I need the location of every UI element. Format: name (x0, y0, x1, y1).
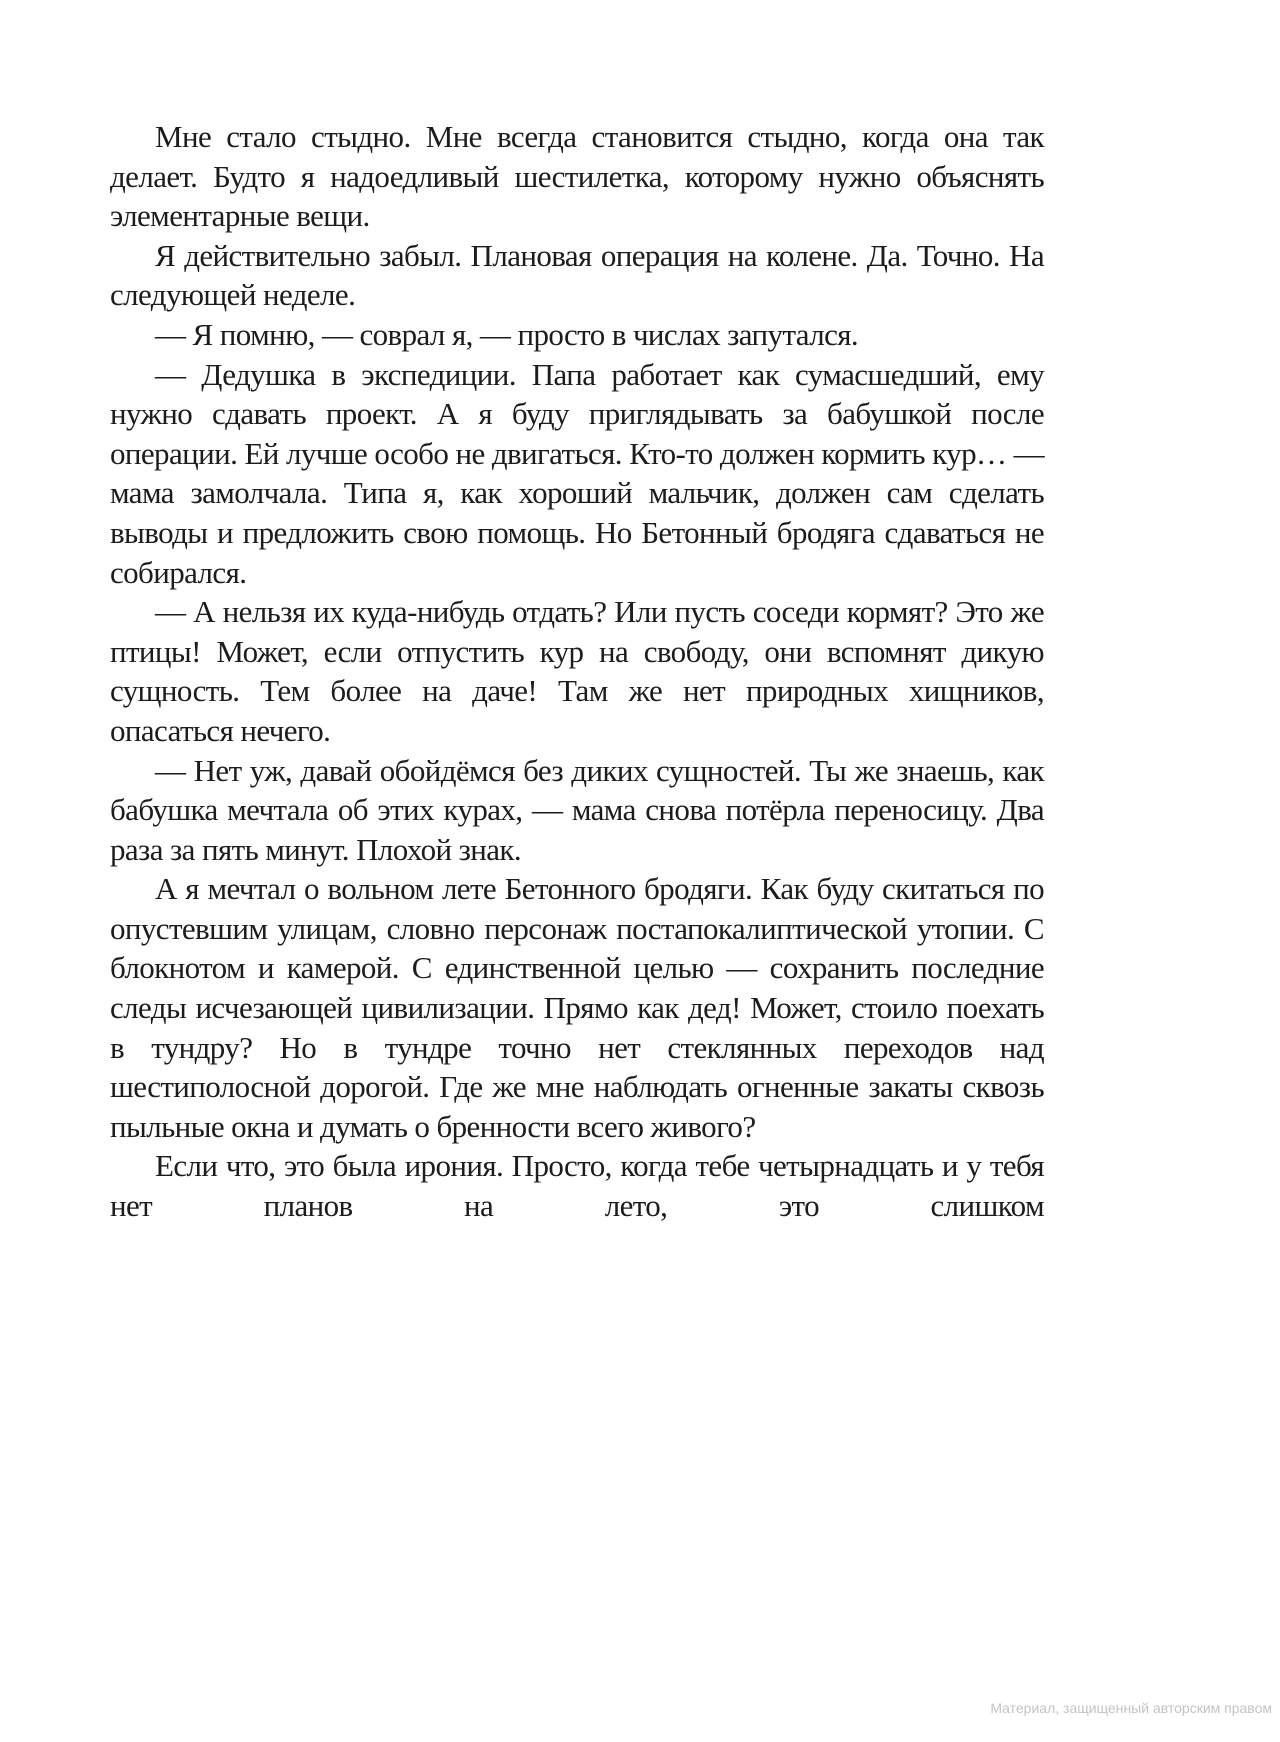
page-body (110, 117, 1044, 1226)
paragraph: — А нельзя их куда-нибудь отдать? Или пусть соседи кормят? Это же птицы! Может, если отпустить кур на свободу, они вспомнят дикую сущность. Тем более на даче! Там же нет природных хищников, опасаться нечего. (110, 594, 1044, 748)
paragraph: Я действительно забыл. Плановая операция на колене. Да. Точно. На следующей неделе. (110, 237, 1044, 313)
paragraph-last: Если что, это была ирония. Просто, когда тебе четырнадцать и у тебя нет планов на лето, это слишком (110, 1148, 1044, 1224)
copyright-watermark: Материал, защищенный авторским правом (990, 1700, 1272, 1716)
paragraph: — Дедушка в экспедиции. Папа работает как сумасшедший, ему нужно сдавать проект. А я буду приглядывать за бабушкой после операции. Ей лучше особо не двигаться. Кто-то должен кормить кур… — мама замолчала. Типа я, как хороший мальчик, должен сам сделать выводы и предложить свою помощь. Но Бетонный бродяга сдаваться не собирался. (110, 356, 1044, 590)
paragraph: А я мечтал о вольном лете Бетонного бродяги. Как буду скитаться по опустевшим улицам, словно персонаж постапокалиптической утопии. С блокнотом и камерой. С единственной целью — сохранить последние следы исчезающей цивилизации. Прямо как дед! Может, стоило поехать в тундру? Но в тундре точно нет стеклянных переходов над шестиполосной дорогой. Где же мне наблюдать огненные закаты сквозь пыльные окна и думать о бренности всего живого? (110, 871, 1044, 1144)
paragraph: — Я помню, — соврал я, — просто в числах запутался. (155, 316, 859, 352)
paragraph: Мне стало стыдно. Мне всегда становится стыдно, когда она так делает. Будто я надоедливый шестилетка, которому нужно объяснять элементарные вещи. (110, 119, 1044, 234)
paragraph: — Нет уж, давай обойдёмся без диких сущностей. Ты же знаешь, как бабушка мечтала об этих курах, — мама снова потёрла переносицу. Два раза за пять минут. Плохой знак. (110, 752, 1044, 867)
